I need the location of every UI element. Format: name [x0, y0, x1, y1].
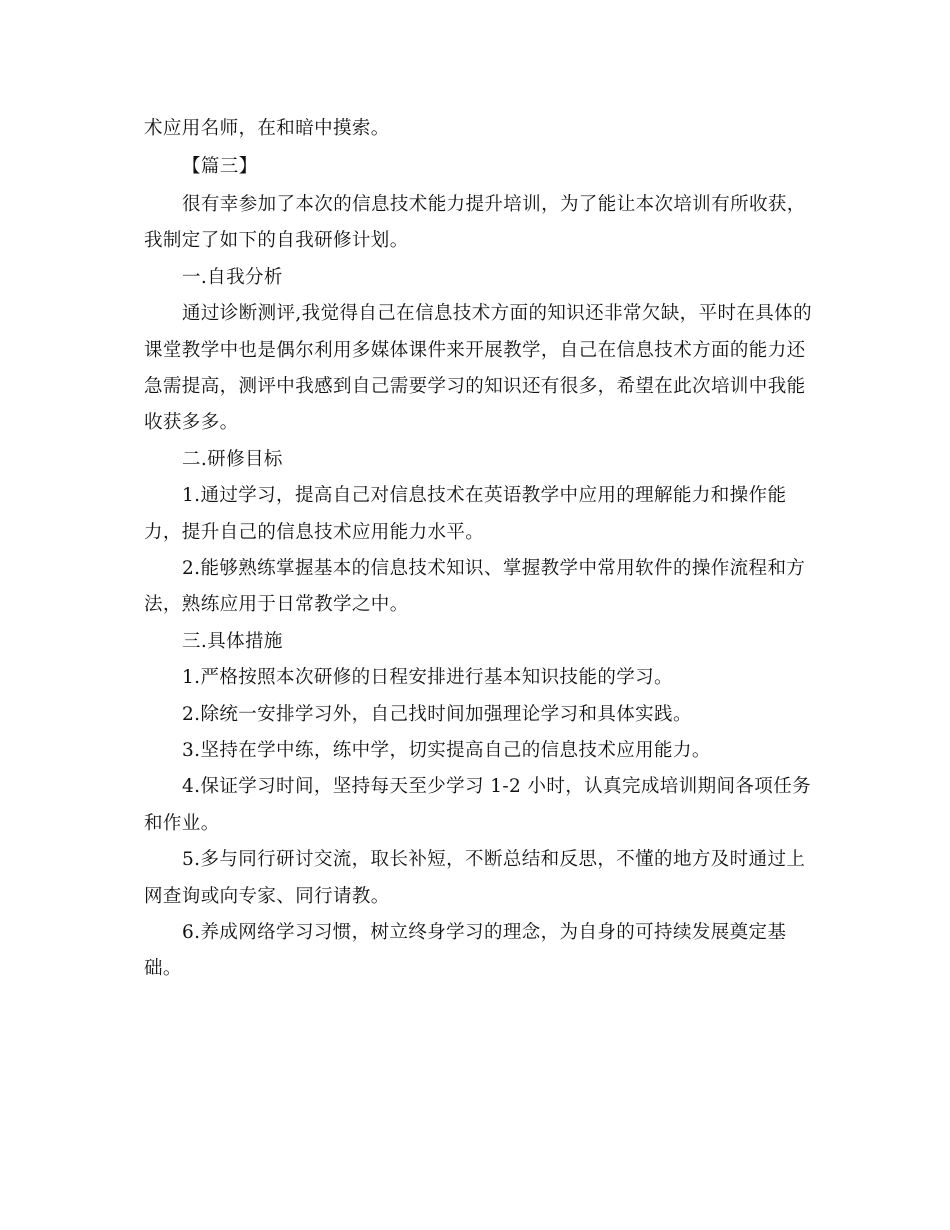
text-line: 法，熟练应用于日常教学之中。 — [144, 594, 409, 615]
subsection-heading: 二.研修目标 — [182, 449, 283, 470]
text-line: 2.除统一安排学习外，自己找时间加强理论学习和具体实践。 — [182, 704, 692, 725]
text-line: 通过诊断测评,我觉得自己在信息技术方面的知识还非常欠缺，平时在具体的 — [182, 303, 812, 324]
text-line: 1.严格按照本次研修的日程安排进行基本知识技能的学习。 — [182, 667, 673, 688]
text-line: 课堂教学中也是偶尔利用多媒体课件来开展教学，自己在信息技术方面的能力还 — [144, 340, 806, 361]
text-line: 我制定了如下的自我研修计划。 — [144, 230, 409, 251]
text-line: 力，提升自己的信息技术应用能力水平。 — [144, 522, 485, 543]
subsection-heading: 一.自我分析 — [182, 267, 283, 288]
text-line: 6.养成网络学习习惯，树立终身学习的理念，为自身的可持续发展奠定基 — [182, 922, 787, 943]
text-line: 2.能够熟练掌握基本的信息技术知识、掌握教学中常用软件的操作流程和方 — [182, 558, 806, 579]
section-heading: 【篇三】 — [182, 156, 258, 177]
subsection-heading: 三.具体措施 — [182, 631, 283, 652]
text-line: 术应用名师，在和暗中摸索。 — [144, 118, 390, 139]
text-line: 4.保证学习时间，坚持每天至少学习 1-2 小时，认真完成培训期间各项任务 — [182, 776, 812, 797]
text-line: 5.多与同行研讨交流，取长补短，不断总结和反思，不懂的地方及时通过上 — [182, 849, 806, 870]
text-line: 急需提高，测评中我感到自己需要学习的知识还有很多，希望在此次培训中我能 — [144, 376, 806, 397]
text-line: 和作业。 — [144, 813, 220, 834]
text-line: 很有幸参加了本次的信息技术能力提升培训，为了能让本次培训有所收获， — [182, 194, 806, 215]
text-line: 1.通过学习，提高自己对信息技术在英语教学中应用的理解能力和操作能 — [182, 485, 787, 506]
text-line: 3.坚持在学中练，练中学，切实提高自己的信息技术应用能力。 — [182, 740, 711, 761]
text-line: 础。 — [144, 958, 182, 979]
text-line: 收获多多。 — [144, 412, 239, 433]
text-line: 网查询或向专家、同行请教。 — [144, 886, 390, 907]
